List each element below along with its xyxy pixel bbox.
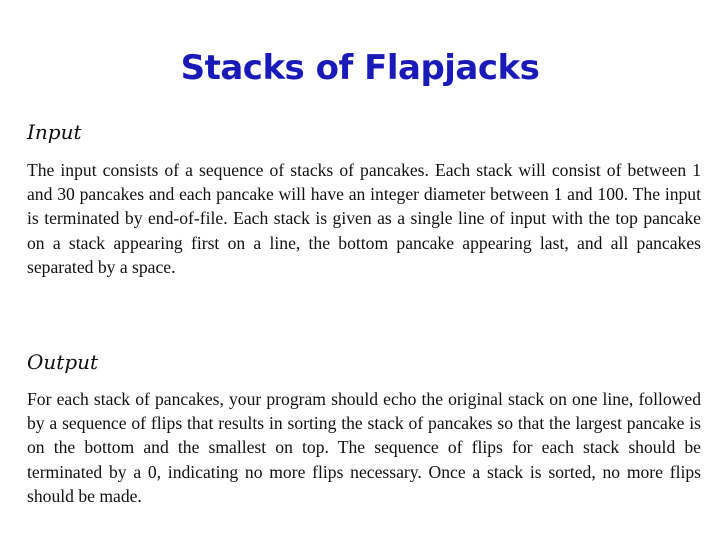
section-heading-input: Input bbox=[27, 120, 82, 144]
section-text-output: For each stack of pancakes, your program should echo the original stack on one line, followed by a sequence of flips that results in sorting the stack of pancakes so that the largest pancake is on the bottom and the smallest on top. The sequence of flips for each stack should be terminated by a 0, indicating no more flips necessary. Once a stack is sorted, no more flips should be made. bbox=[27, 389, 701, 506]
slide-title: Stacks of Flapjacks bbox=[180, 48, 540, 88]
section-heading-output: Output bbox=[27, 350, 99, 374]
section-text-input: The input consists of a sequence of stacks of pancakes. Each stack will consist of between 1 and 30 pancakes and each pancake will have an integer diameter between 1 and 100. The input is terminated by end-of-file. Each stack is given as a single line of input with the top pancake on a stack appearing first on a line, the bottom pancake appearing last, and all pancakes separated by a space. bbox=[27, 160, 701, 277]
